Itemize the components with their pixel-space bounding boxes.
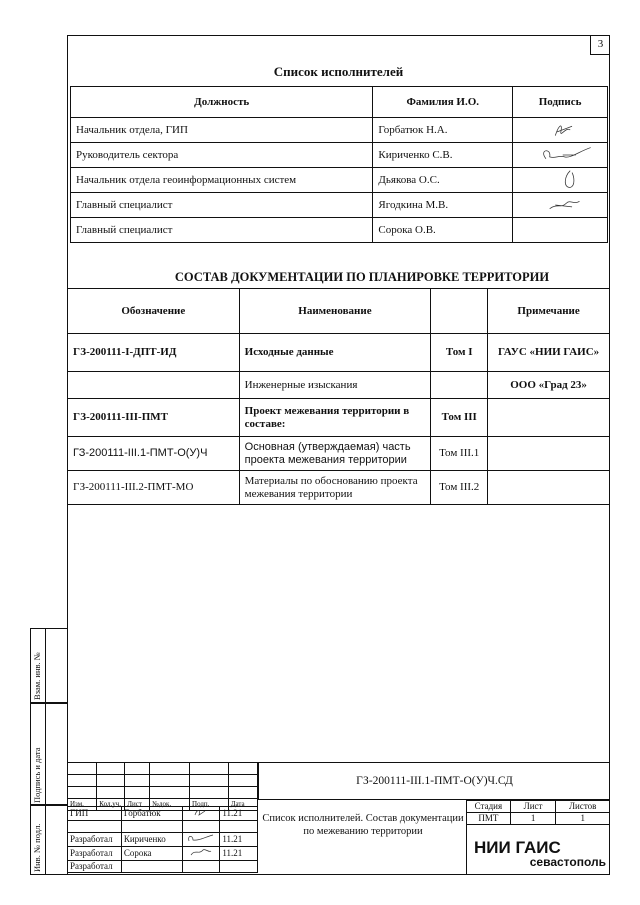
title-cell: Исходные данные [239,334,431,372]
revision-table [67,762,258,811]
note-cell [488,437,610,471]
header-signature: Подпись [513,87,608,118]
code-cell [68,372,240,399]
volume-cell: Том III [431,399,488,437]
title-cell: Основная (утверждаемая) часть проекта межевания территории [239,437,431,471]
role-cell: Разработал [68,847,122,861]
table-row [68,437,610,471]
table-row [68,807,258,821]
signature-icon [518,145,602,165]
executors-table [70,86,608,243]
col-header: Подп. [190,799,229,811]
col-header: №док. [150,799,190,811]
logo-sub-text: севастополь [529,855,606,869]
date-cell [220,861,258,873]
signature-cell [513,218,608,243]
code-cell: ГЗ-200111-III.1-ПМТ-О(У)Ч [68,437,240,471]
stage-value: ПМТ [467,813,511,825]
stage-table [466,800,610,825]
header-title: Наименование [239,289,431,334]
date-cell: 11.21 [220,833,258,847]
note-cell: ООО «Град 23» [488,372,610,399]
col-header: Лист [125,799,150,811]
title-cell: Проект межевания территории в составе: [239,399,431,437]
logo-main-text: НИИ ГАИС [474,838,561,857]
code-cell: ГЗ-200111-III-ПМТ [68,399,240,437]
col-header: Дата [228,799,257,811]
executors-title: Список исполнителей [273,64,404,79]
col-header: Изм. [68,799,97,811]
signature-icon [185,847,215,857]
header-position: Должность [71,87,373,118]
side-label-replace: Взам. инв. № [32,652,42,700]
signature-icon [518,120,602,140]
signature-cell [513,193,608,218]
note-cell [488,399,610,437]
position-cell: Главный специалист [71,193,373,218]
header-volume [431,289,488,334]
volume-cell: Том III.2 [431,471,488,505]
table-row [71,218,608,243]
table-row [71,118,608,143]
person-cell: Сорока [121,847,183,861]
role-cell: ГИП [68,807,122,821]
person-cell [121,861,183,873]
table-row [68,471,610,505]
role-cell: Разработал [68,861,122,873]
signature-cell [183,807,220,821]
page-number: 3 [590,35,610,55]
signature-icon [185,833,215,843]
composition-title: СОСТАВ ДОКУМЕНТАЦИИ ПО ПЛАНИРОВКЕ ТЕРРИТОРИИ [174,270,550,284]
document-code: ГЗ-200111-III.1-ПМТ-О(У)Ч.СД [258,762,610,800]
composition-table [67,288,610,505]
document-name: Список исполнителей. Состав документации по межеванию территории [262,813,464,837]
table-row [68,861,258,873]
role-cell: Разработал [68,833,122,847]
position-cell: Начальник отдела геоинформационных систем [71,168,373,193]
signature-icon [518,195,602,215]
table-row [68,847,258,861]
volume-cell [431,372,488,399]
position-cell: Руководитель сектора [71,143,373,168]
date-cell: 11.21 [220,807,258,821]
position-cell: Начальник отдела, ГИП [71,118,373,143]
title-cell: Материалы по обоснованию проекта межевания территории [239,471,431,505]
col-header: Кол.уч. [97,799,125,811]
people-table [67,806,258,873]
person-cell: Кириченко [121,833,183,847]
name-cell: Сорока О.В. [373,218,513,243]
name-cell: Ягодкина М.В. [373,193,513,218]
person-cell: Горбатюк [121,807,183,821]
stage-label: Стадия [467,801,511,813]
title-cell: Инженерные изыскания [239,372,431,399]
header-name: Фамилия И.О. [373,87,513,118]
sheets-value: 1 [556,813,610,825]
table-row [68,334,610,372]
table-row [71,193,608,218]
signature-cell [183,833,220,847]
date-cell: 11.21 [220,847,258,861]
table-row [71,168,608,193]
code-cell: ГЗ-200111-III.2-ПМТ-МО [68,471,240,505]
signature-cell [513,143,608,168]
table-row [68,399,610,437]
side-label-signature: Подпись и дата [32,747,42,803]
signature-cell [183,847,220,861]
signature-icon [185,807,215,817]
sheet-label: Лист [510,801,556,813]
sheet-value: 1 [510,813,556,825]
name-cell: Дьякова О.С. [373,168,513,193]
sheets-label: Листов [556,801,610,813]
name-cell: Горбатюк Н.А. [373,118,513,143]
volume-cell: Том I [431,334,488,372]
signature-cell [513,118,608,143]
table-row [71,143,608,168]
volume-cell: Том III.1 [431,437,488,471]
company-logo [466,835,610,875]
signature-icon [518,170,602,190]
header-note: Примечание [488,289,610,334]
note-cell [488,471,610,505]
note-cell: ГАУС «НИИ ГАИС» [488,334,610,372]
table-row [68,372,610,399]
side-label-inventory: Инв. № подл. [32,823,42,872]
position-cell: Главный специалист [71,218,373,243]
code-cell: ГЗ-200111-I-ДПТ-ИД [68,334,240,372]
table-row [68,833,258,847]
signature-cell [513,168,608,193]
name-cell: Кириченко С.В. [373,143,513,168]
header-code: Обозначение [68,289,240,334]
